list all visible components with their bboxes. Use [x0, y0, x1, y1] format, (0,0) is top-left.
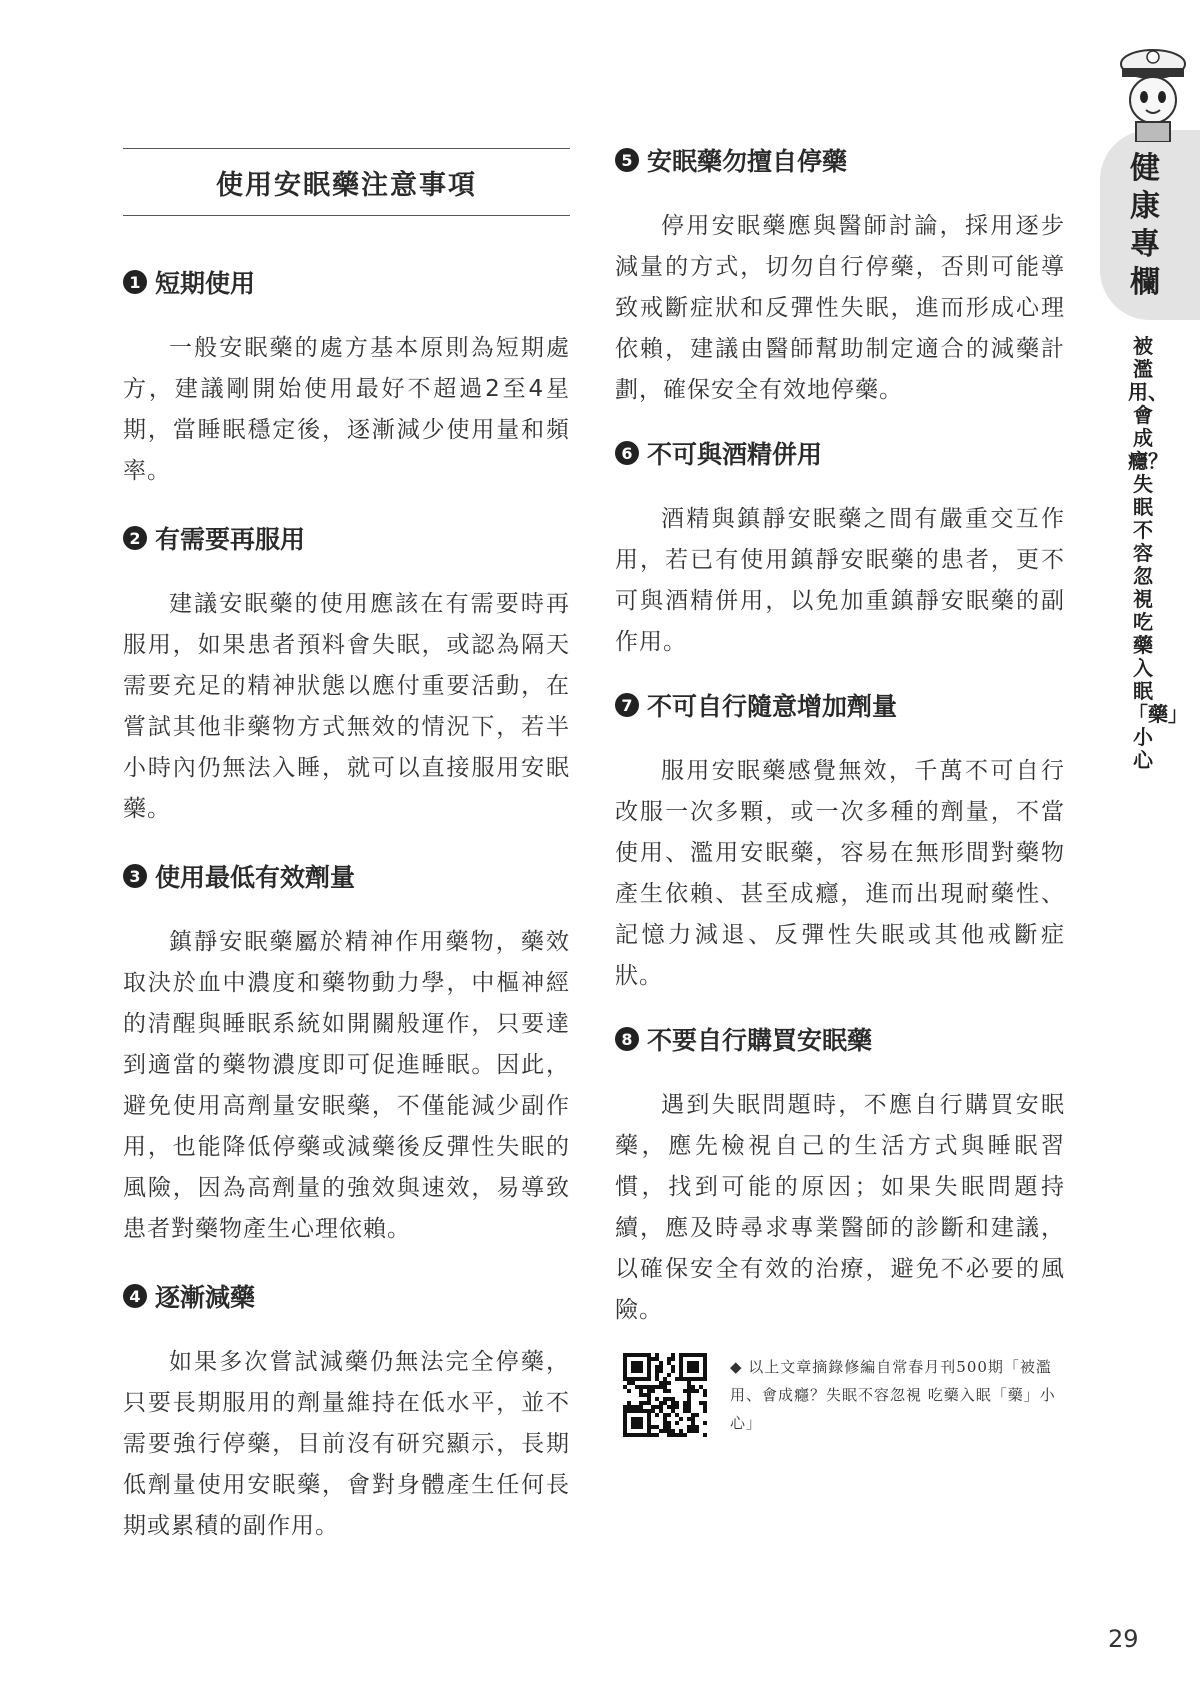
section-body: 酒精與鎮靜安眠藥之間有嚴重交互作用，若已有使用鎮靜安眠藥的患者，更不可與酒精併用，以免加重鎮靜安眠藥的副作用。 [615, 506, 1065, 655]
number-badge-icon: 8 [615, 1027, 639, 1051]
number-badge-icon: 6 [615, 441, 639, 465]
number-badge-icon: 3 [123, 864, 147, 888]
section-heading [123, 262, 570, 302]
section-heading [615, 685, 1065, 725]
source-note: ◆ 以上文章摘錄修編自常春月刊500期「被濫用、會成癮？失眠不容忽視 吃藥入眠「藥」小心」 [730, 1358, 1056, 1432]
number-badge-icon: 5 [615, 148, 639, 172]
section-heading [123, 1276, 570, 1316]
section-heading [123, 518, 570, 558]
number-badge-icon: 2 [123, 526, 147, 550]
police-mascot-icon [1108, 42, 1198, 142]
page-number: 29 [1108, 1625, 1139, 1653]
number-badge-icon: 1 [123, 270, 147, 294]
section-title: 不可與酒精併用 [647, 440, 823, 469]
section-body: 如果多次嘗試減藥仍無法完全停藥，只要長期服用的劑量維持在低水平，並不需要強行停藥，目前沒有研究顯示，長期低劑量使用安眠藥，會對身體產生任何長期或累積的副作用。 [123, 1349, 570, 1539]
source-block [615, 1353, 1065, 1453]
page-title: 使用安眠藥注意事項 [216, 169, 477, 201]
section-title: 逐漸減藥 [155, 1283, 256, 1312]
section-body: 建議安眠藥的使用應該在有需要時再服用，如果患者預料會失眠，或認為隔天需要充足的精神狀態以應付重要活動，在嘗試其他非藥物方式無效的情況下，若半小時內仍無法入睡，就可以直接服用安眠藥。 [123, 591, 570, 822]
section-body: 服用安眠藥感覺無效，千萬不可自行改服一次多顆，或一次多種的劑量，不當使用、濫用安眠藥，容易在無形間對藥物產生依賴、甚至成癮，進而出現耐藥性、記憶力減退、反彈性失眠或其他戒斷症狀。 [615, 758, 1065, 989]
section-title: 短期使用 [155, 269, 256, 298]
section-heading [615, 433, 1065, 473]
section-title: 使用最低有效劑量 [155, 863, 356, 892]
side-column-title: 健康專欄 [1130, 151, 1160, 300]
section-body: 遇到失眠問題時，不應自行購買安眠藥，應先檢視自己的生活方式與睡眠習慣，找到可能的原因；如果失眠問題持續，應及時尋求專業醫師的診斷和建議，以確保安全有效的治療，避免不必要的風險。 [615, 1092, 1065, 1323]
section-title: 不要自行購買安眠藥 [647, 1026, 873, 1055]
section-heading [615, 140, 1065, 180]
section-title: 有需要再服用 [155, 525, 306, 554]
number-badge-icon: 4 [123, 1284, 147, 1308]
side-article-subtitle: 被濫用、會成癮？失眠不容忽視 吃藥入眠「藥」小心 [1128, 334, 1188, 772]
left-column [123, 148, 570, 1573]
title-box [123, 148, 570, 216]
section-body: 停用安眠藥應與醫師討論，採用逐步減量的方式，切勿自行停藥，否則可能導致戒斷症狀和反彈性失眠，進而形成心理依賴，建議由醫師幫助制定適合的減藥計劃，確保安全有效地停藥。 [615, 213, 1065, 403]
qr-code-icon[interactable] [623, 1353, 707, 1437]
section-title: 安眠藥勿擅自停藥 [647, 147, 848, 176]
section-heading [615, 1019, 1065, 1059]
section-heading [123, 856, 570, 896]
section-body: 一般安眠藥的處方基本原則為短期處方，建議剛開始使用最好不超過2至4星期，當睡眠穩定後，逐漸減少使用量和頻率。 [123, 335, 570, 484]
number-badge-icon: 7 [615, 693, 639, 717]
section-title: 不可自行隨意增加劑量 [647, 692, 898, 721]
section-body: 鎮靜安眠藥屬於精神作用藥物，藥效取決於血中濃度和藥物動力學，中樞神經的清醒與睡眠系統如開關般運作，只要達到適當的藥物濃度即可促進睡眠。因此，避免使用高劑量安眠藥，不僅能減少副作用，也能降低停藥或減藥後反彈性失眠的風險，因為高劑量的強效與速效，易導致患者對藥物產生心理依賴。 [123, 929, 570, 1242]
right-column [615, 140, 1065, 1453]
